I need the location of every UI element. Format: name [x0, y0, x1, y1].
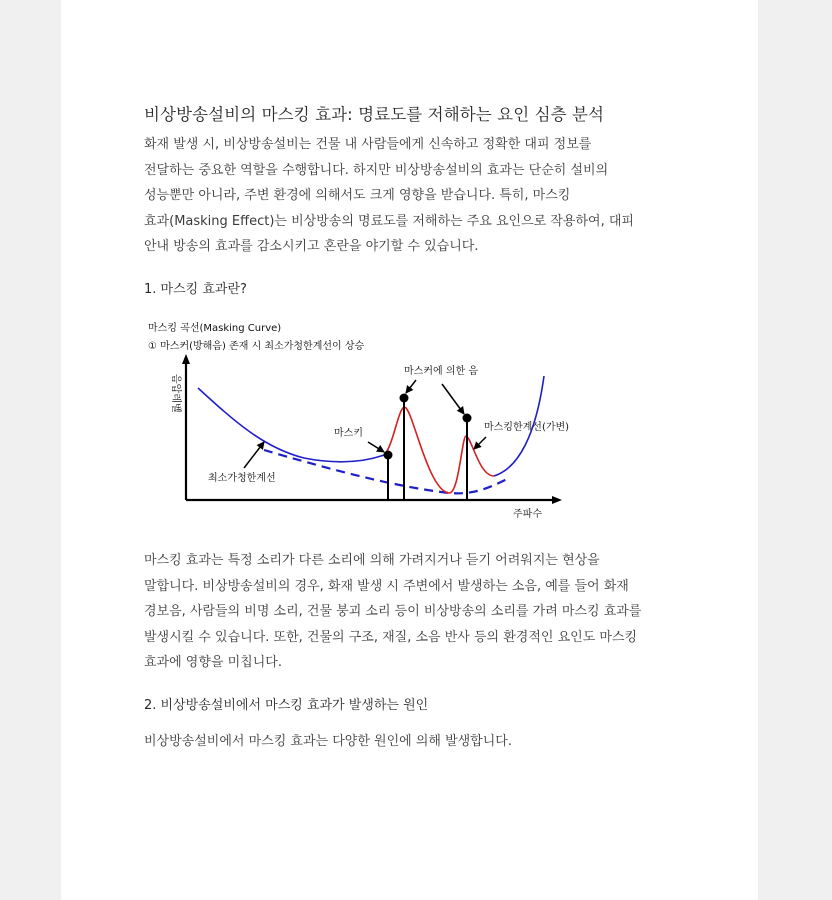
arrow-to-masker-2-icon [442, 384, 464, 414]
y-axis-arrow-icon [182, 354, 190, 364]
section1-line: 효과에 영향을 미칩니다. [144, 655, 282, 670]
y-axis-label: 음압레벨 [170, 374, 181, 413]
section1-line: 발생시킬 수 있습니다. 또한, 건물의 구조, 재질, 소음 반사 등의 환경적인 요인도 마스킹 [144, 629, 638, 645]
masker-point-2 [463, 414, 472, 423]
figure-caption-title: 마스킹 곡선(Masking Curve) [148, 323, 282, 334]
document-title: 비상방송설비의 마스킹 효과: 명료도를 저해하는 요인 심층 분석 [144, 105, 605, 124]
intro-line: 안내 방송의 효과를 감소시키고 혼란을 야기할 수 있습니다. [144, 239, 479, 254]
section2-heading: 2. 비상방송설비에서 마스킹 효과가 발생하는 원인 [144, 698, 429, 713]
intro-line: 화재 발생 시, 비상방송설비는 건물 내 사람들에게 신속하고 정확한 대피 정보를 [144, 137, 592, 152]
figure-caption-note: ① 마스커(방해음) 존재 시 최소가청한계선이 상승 [148, 341, 365, 352]
arrow-to-masking-threshold-icon [474, 437, 486, 449]
masking-curve-figure [144, 316, 584, 526]
section2-paragraph [144, 729, 684, 755]
masking-curve-diagram [144, 316, 584, 526]
intro-line: 전달하는 중요한 역할을 수행합니다. 하지만 비상방송설비의 효과는 단순히 설비의 [144, 162, 609, 178]
arrow-to-min-threshold-icon [244, 442, 264, 468]
threshold-curve-left [198, 388, 384, 462]
masker-sound-label: 마스커에 의한 음 [404, 366, 478, 377]
x-axis-label: 주파수 [513, 509, 542, 520]
maskee-point [384, 451, 393, 460]
section1-heading: 1. 마스킹 효과란? [144, 282, 247, 297]
arrow-to-masker-1-icon [406, 380, 416, 393]
section1-paragraph [144, 548, 684, 676]
section2-line: 비상방송설비에서 마스킹 효과는 다양한 원인에 의해 발생합니다. [144, 734, 512, 749]
intro-line: 성능뿐만 아니라, 주변 환경에 의해서도 크게 영향을 받습니다. 특히, 마스킹 [144, 188, 571, 203]
masking-threshold-label: 마스킹한계선(가변) [484, 422, 570, 433]
document-page [61, 0, 758, 900]
maskee-label: 마스키 [334, 428, 363, 439]
section1-line: 마스킹 효과는 특정 소리가 다른 소리에 의해 가려지거나 듣기 어려워지는 현상을 [144, 553, 600, 568]
section1-line: 경보음, 사람들의 비명 소리, 건물 붕괴 소리 등이 비상방송의 소리를 가려 마스킹 효과를 [144, 604, 642, 619]
masker-point-1 [400, 394, 409, 403]
intro-paragraph [144, 132, 684, 260]
minimum-threshold-label: 최소가청한계선 [208, 473, 276, 484]
intro-line: 효과(Masking Effect)는 비상방송의 명료도를 저해하는 주요 요인으로 작용하여, 대피 [144, 213, 634, 229]
section1-line: 말합니다. 비상방송설비의 경우, 화재 발생 시 주변에서 발생하는 소음, 예를 들어 화재 [144, 578, 629, 594]
arrow-to-maskee-icon [368, 442, 384, 452]
masking-threshold-curve [384, 407, 494, 493]
x-axis-arrow-icon [552, 496, 562, 504]
